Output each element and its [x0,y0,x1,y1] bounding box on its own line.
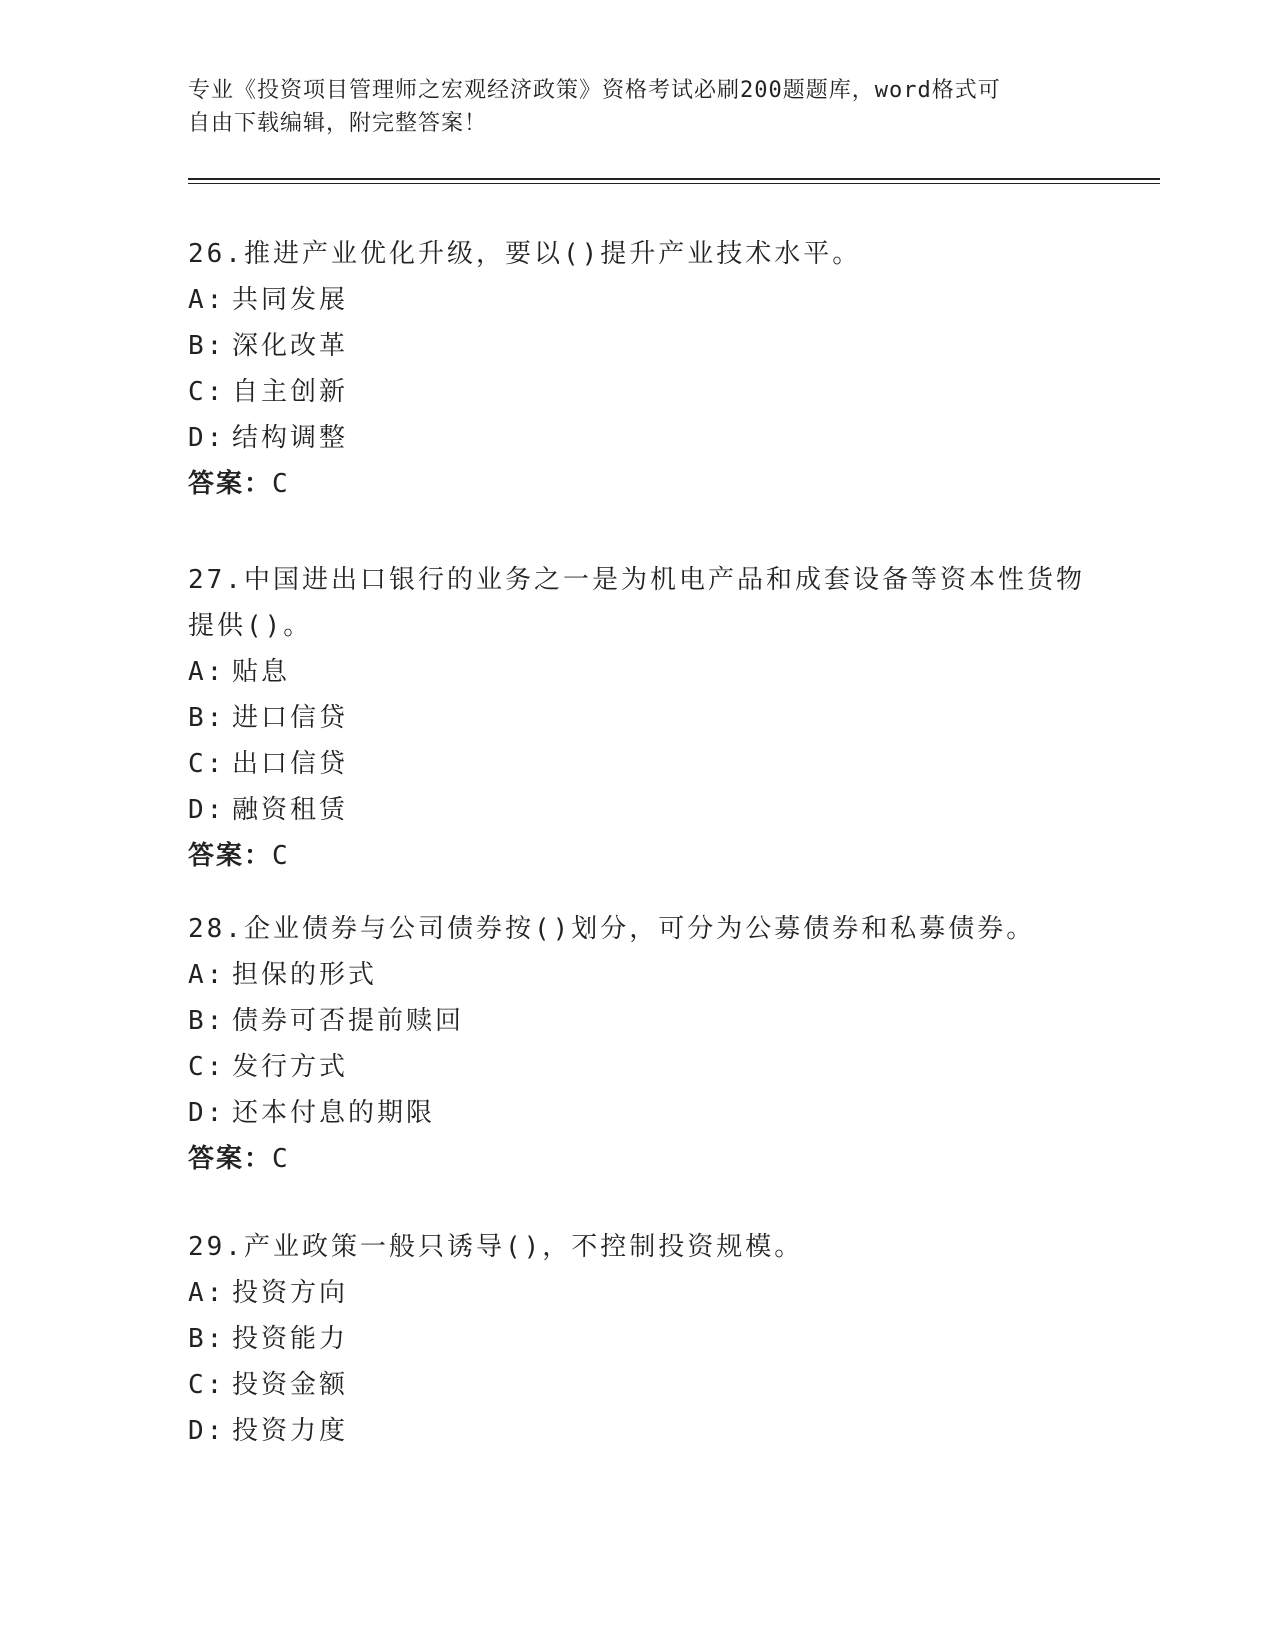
option-letter: A: [188,285,226,315]
option-c [188,1044,1088,1090]
answer-label: 答案： [188,1144,273,1174]
option-letter: B: [188,1324,226,1354]
option-letter: A: [188,1278,226,1308]
option-b [188,998,1088,1044]
option-text: 自主创新 [232,377,349,407]
option-letter: C: [188,749,226,779]
option-text: 深化改革 [232,331,349,361]
option-text: 投资力度 [232,1416,349,1446]
answer-line [188,461,1088,507]
option-text: 贴息 [232,657,291,687]
option-b [188,323,1088,369]
question-stem: 27.中国进出口银行的业务之一是为机电产品和成套设备等资本性货物提供()。 [188,565,1085,641]
question-stem: 26.推进产业优化升级，要以()提升产业技术水平。 [188,239,862,269]
header-divider-thin [188,183,1160,184]
option-c [188,1362,1088,1408]
option-text: 担保的形式 [232,960,378,990]
header-line-2: 自由下载编辑，附完整答案！ [188,111,488,136]
header-divider-thick [188,178,1160,180]
question-26 [188,231,1088,507]
option-letter: A: [188,960,226,990]
option-b [188,1316,1088,1362]
option-text: 债券可否提前赎回 [232,1006,465,1036]
question-stem: 28.企业债券与公司债券按()划分，可分为公募债券和私募债券。 [188,914,1036,944]
document-header [188,74,1088,140]
option-d [188,1408,1088,1454]
option-b [188,695,1088,741]
option-text: 投资方向 [232,1278,349,1308]
option-text: 还本付息的期限 [232,1098,436,1128]
option-letter: C: [188,1052,226,1082]
answer-label: 答案： [188,841,273,871]
option-text: 投资能力 [232,1324,349,1354]
option-letter: B: [188,703,226,733]
question-29 [188,1224,1088,1454]
answer-label: 答案： [188,469,273,499]
question-27 [188,557,1088,879]
answer-value: C [272,1144,290,1174]
option-letter: A: [188,657,226,687]
option-d [188,1090,1088,1136]
option-a [188,649,1088,695]
option-d [188,787,1088,833]
option-a [188,277,1088,323]
answer-value: C [272,841,290,871]
option-c [188,369,1088,415]
option-letter: D: [188,423,226,453]
question-stem: 29.产业政策一般只诱导()，不控制投资规模。 [188,1232,804,1262]
answer-line [188,833,1088,879]
option-a [188,952,1088,998]
option-text: 结构调整 [232,423,349,453]
option-letter: C: [188,1370,226,1400]
option-letter: B: [188,1006,226,1036]
question-28 [188,906,1088,1182]
option-text: 出口信贷 [232,749,349,779]
option-text: 投资金额 [232,1370,349,1400]
option-text: 进口信贷 [232,703,349,733]
answer-value: C [272,469,290,499]
option-text: 共同发展 [232,285,349,315]
option-letter: C: [188,377,226,407]
option-text: 发行方式 [232,1052,349,1082]
option-letter: B: [188,331,226,361]
option-a [188,1270,1088,1316]
option-letter: D: [188,1098,226,1128]
option-c [188,741,1088,787]
header-line-1: 专业《投资项目管理师之宏观经济政策》资格考试必刷200题题库，word格式可 [188,78,1001,103]
answer-line [188,1136,1088,1182]
option-text: 融资租赁 [232,795,349,825]
option-letter: D: [188,1416,226,1446]
option-d [188,415,1088,461]
option-letter: D: [188,795,226,825]
